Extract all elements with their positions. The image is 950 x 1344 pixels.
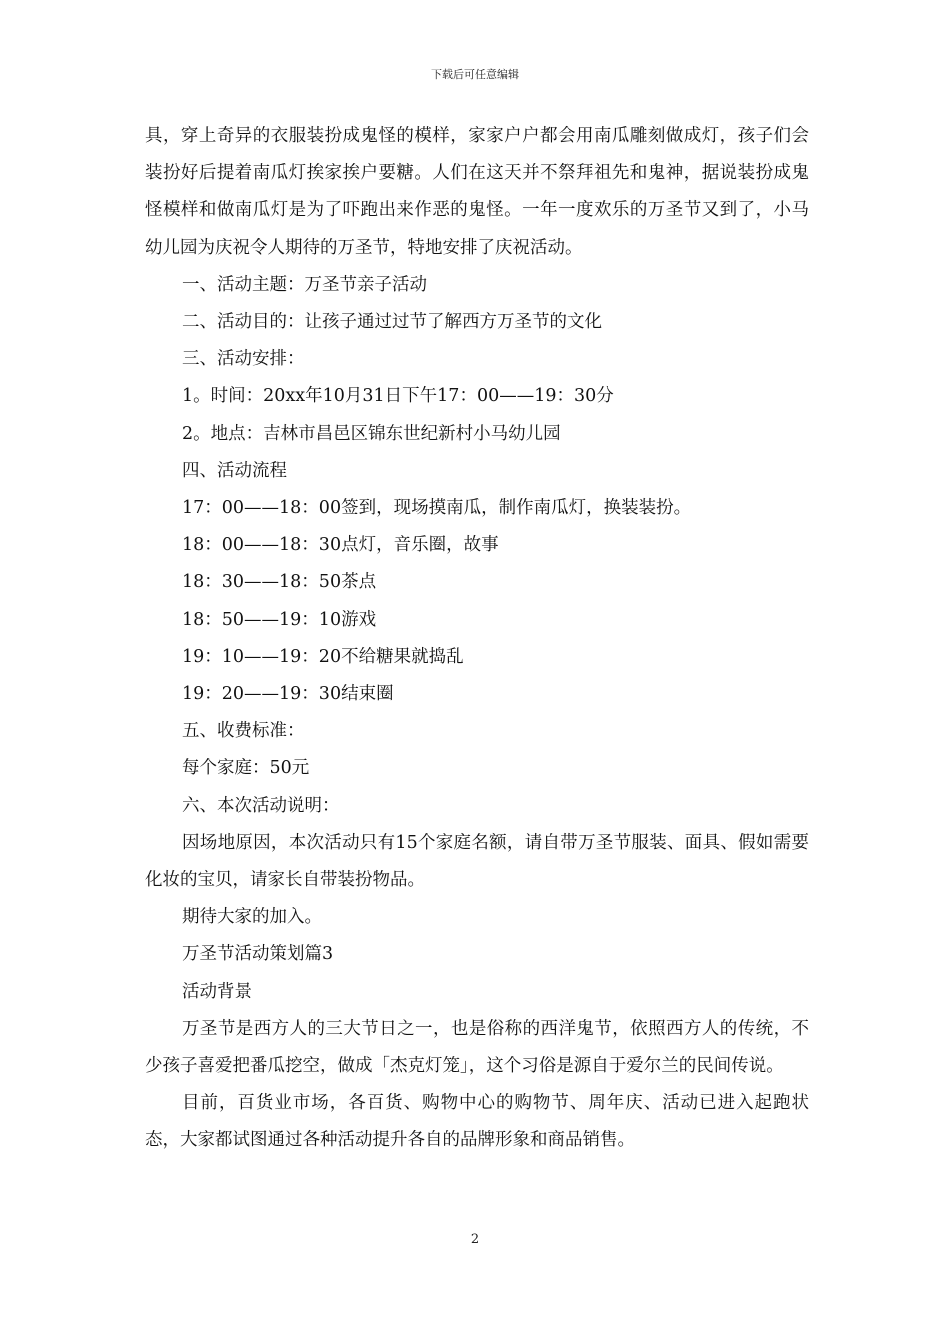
paragraph: 17：00——18：00签到，现场摸南瓜，制作南瓜灯，换装装扮。 [182,498,692,519]
paragraph: 活动背景 [182,981,252,1002]
paragraph: 19：20——19：30结束圈 [182,684,394,705]
paragraph: 18：30——18：50茶点 [182,572,377,593]
document-body [145,118,809,1160]
paragraph: 19：10——19：20不给糖果就捣乱 [182,646,464,667]
page-number: 2 [470,1232,480,1247]
paragraph: 六、本次活动说明： [182,795,340,816]
paragraph: 二、活动目的：让孩子通过过节了解西方万圣节的文化 [182,312,602,333]
paragraph: 具，穿上奇异的衣服装扮成鬼怪的模样，家家户户都会用南瓜雕刻做成灯，孩子们会装扮好后提着南瓜灯挨家挨户要糖。人们在这天并不祭拜祖先和鬼神，据说装扮成鬼怪模样和做南瓜灯是为了吓跑出来作恶的鬼怪。一年一度欢乐的万圣节又到了，小马幼儿园为庆祝令人期待的万圣节，特地安排了庆祝活动。 [145,126,809,258]
header-note: 下载后可任意编辑 [431,68,519,81]
paragraph: 期待大家的加入。 [182,907,322,928]
paragraph: 1。时间：20xx年10月31日下午17：00——19：30分 [182,386,614,407]
paragraph: 五、收费标准： [182,721,305,742]
paragraph: 2。地点：吉林市昌邑区锦东世纪新村小马幼儿园 [182,423,561,444]
paragraph: 四、活动流程 [182,460,287,481]
paragraph: 万圣节活动策划篇3 [182,944,334,965]
paragraph: 因场地原因，本次活动只有15个家庭名额，请自带万圣节服装、面具、假如需要化妆的宝贝，请家长自带装扮物品。 [145,832,809,891]
paragraph: 每个家庭：50元 [182,758,310,779]
paragraph: 三、活动安排： [182,349,305,370]
paragraph: 18：50——19：10游戏 [182,609,377,630]
paragraph: 目前，百货业市场，各百货、购物中心的购物节、周年庆、活动已进入起跑状态，大家都试图通过各种活动提升各自的品牌形象和商品销售。 [145,1093,809,1151]
paragraph: 一、活动主题：万圣节亲子活动 [182,274,427,295]
paragraph: 万圣节是西方人的三大节日之一，也是俗称的西洋鬼节，依照西方人的传统，不少孩子喜爱把番瓜挖空，做成「杰克灯笼」，这个习俗是源自于爱尔兰的民间传说。 [145,1018,809,1077]
paragraph: 18：00——18：30点灯，音乐圈，故事 [182,535,499,556]
